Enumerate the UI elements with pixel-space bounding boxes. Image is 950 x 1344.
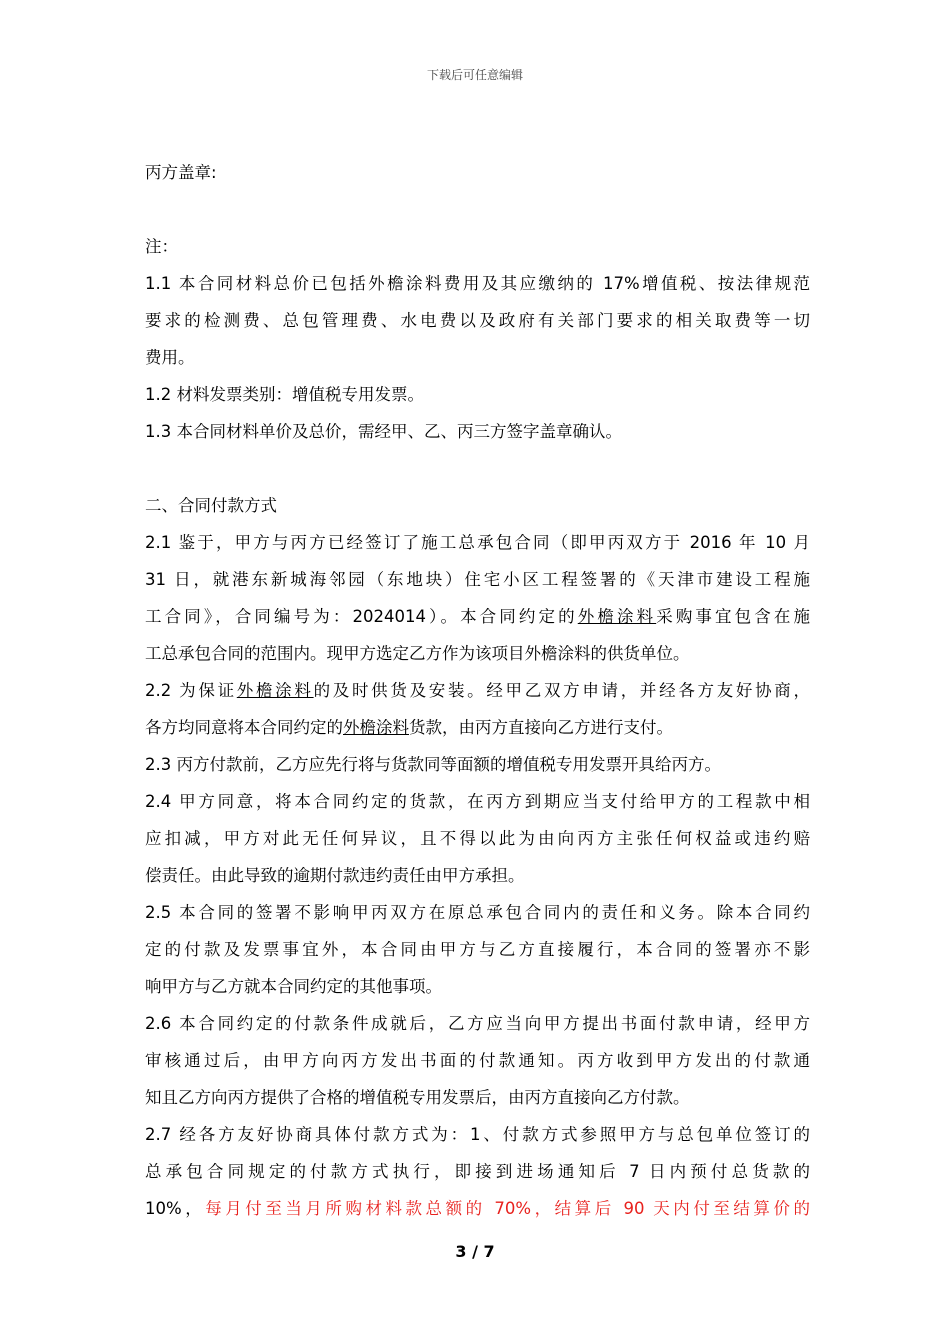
clause-2-4-line: 应扣减，甲方对此无任何异议，且不得以此为由向丙方主张任何权益或违约赔: [145, 829, 810, 848]
text-run: 2.2 为保证: [145, 681, 237, 700]
text-run: 采购事宜包含在施: [656, 607, 810, 626]
clause-2-3: 2.3 丙方付款前，乙方应先行将与货款同等面额的增值税专用发票开具给丙方。: [145, 755, 721, 774]
clause-2-6-line: 知且乙方向丙方提供了合格的增值税专用发票后，由丙方直接向乙方付款。: [145, 1088, 690, 1107]
underlined-term: 外檐涂料: [236, 681, 314, 700]
text-run: 10%，: [145, 1199, 206, 1218]
clause-2-1-line: 工总承包合同的范围内。现甲方选定乙方作为该项目外檐涂料的供货单位。: [145, 644, 690, 663]
underlined-term: 外檐涂料: [577, 607, 657, 626]
note-1-2: 1.2 材料发票类别：增值税专用发票。: [145, 385, 424, 404]
clause-2-6-line: 2.6 本合同约定的付款条件成就后，乙方应当向甲方提出书面付款申请，经甲方: [145, 1014, 810, 1033]
underlined-term: 外檐涂料: [343, 718, 409, 737]
clause-2-1-line: [145, 602, 810, 632]
clause-2-7-line: 总承包合同规定的付款方式执行，即接到进场通知后 7 日内预付总货款的: [145, 1162, 810, 1181]
clause-2-4-line: 偿责任。由此导致的逾期付款违约责任由甲方承担。: [145, 866, 525, 885]
clause-2-2-line: [145, 713, 673, 743]
clause-2-6-line: 审核通过后，由甲方向丙方发出书面的付款通知。丙方收到甲方发出的付款通: [145, 1051, 810, 1070]
clause-2-7-line: 2.7 经各方友好协商具体付款方式为：1、付款方式参照甲方与总包单位签订的: [145, 1125, 810, 1144]
note-1-3: 1.3 本合同材料单价及总价，需经甲、乙、丙三方签字盖章确认。: [145, 422, 622, 441]
page-number: 3 / 7: [455, 1242, 495, 1261]
clause-2-4-line: 2.4 甲方同意，将本合同约定的货款，在丙方到期应当支付给甲方的工程款中相: [145, 792, 810, 811]
stamp-label: 丙方盖章:: [145, 163, 217, 182]
note-title: 注：: [145, 237, 178, 256]
note-1-1-line: 要求的检测费、总包管理费、水电费以及政府有关部门要求的相关取费等一切: [145, 311, 810, 330]
page-header: 下载后可任意编辑: [426, 68, 523, 82]
highlighted-text: 每月付至当月所购材料款总额的 70%，结算后 90 天内付至结算价的: [205, 1199, 810, 1218]
clause-2-1-line: 31 日，就港东新城海邻园（东地块）住宅小区工程签署的《天津市建设工程施: [145, 570, 810, 589]
clause-2-5-line: 2.5 本合同的签署不影响甲丙双方在原总承包合同内的责任和义务。除本合同约: [145, 903, 810, 922]
clause-2-2-line: [145, 676, 810, 706]
text-run: 各方均同意将本合同约定的: [145, 718, 343, 737]
text-run: 的及时供货及安装。经甲乙双方申请，并经各方友好协商，: [313, 681, 811, 700]
text-run: 工合同》，合同编号为：2024014）。本合同约定的: [145, 607, 578, 626]
text-run: 货款，由丙方直接向乙方进行支付。: [409, 718, 673, 737]
note-1-1-line: 1.1 本合同材料总价已包括外檐涂料费用及其应缴纳的 17%增值税、按法律规范: [145, 274, 810, 293]
clause-2-5-line: 响甲方与乙方就本合同约定的其他事项。: [145, 977, 442, 996]
clause-2-1-line: 2.1 鉴于，甲方与丙方已经签订了施工总承包合同（即甲丙双方于 2016 年 10 月: [145, 533, 810, 552]
clause-2-5-line: 定的付款及发票事宜外，本合同由甲方与乙方直接履行，本合同的签署亦不影: [145, 940, 810, 959]
clause-2-7-line: [145, 1194, 810, 1224]
section-2-title: 二、合同付款方式: [145, 496, 277, 515]
note-1-1-line: 费用。: [145, 348, 195, 367]
